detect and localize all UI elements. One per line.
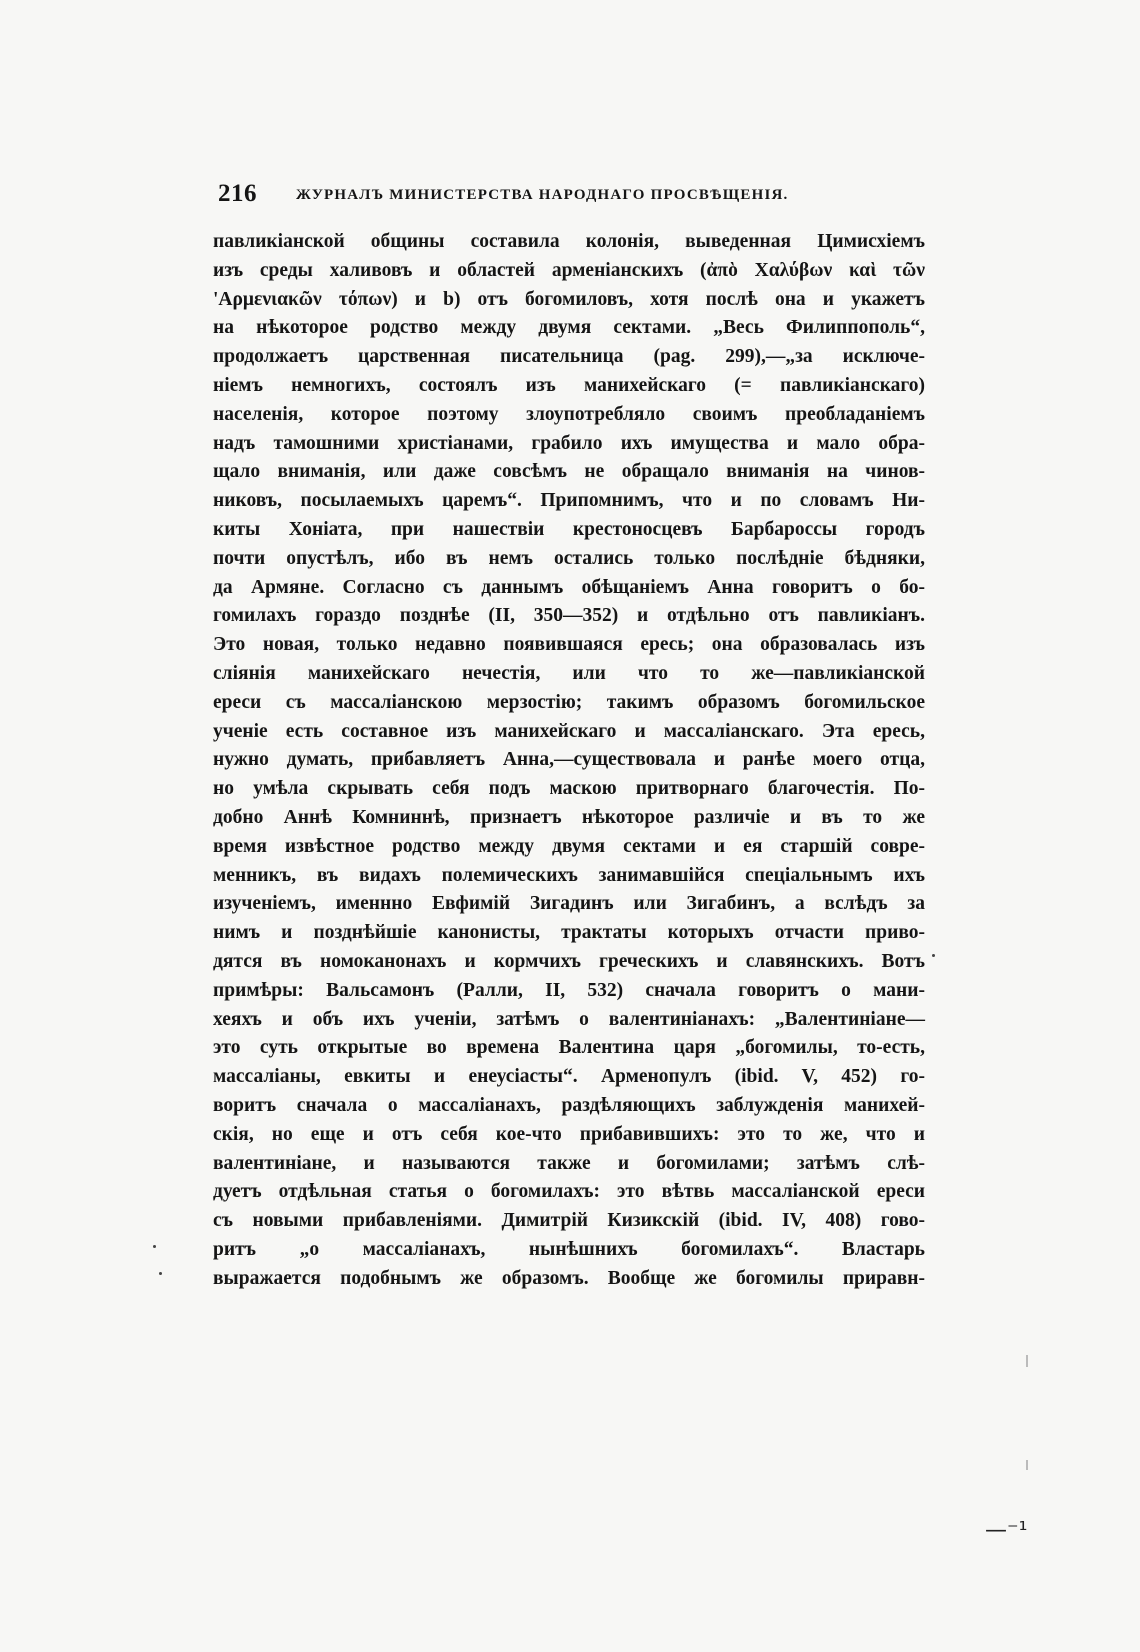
text-line: киты Хоніата, при нашествіи крестоносцевъ Барбароссы городъ — [213, 518, 925, 540]
text-line: съ новыми прибавленіями. Димитрій Кизикскій (ibid. IV, 408) гово- — [213, 1210, 925, 1232]
text-line: валентиніане, и называются также и богомилами; затѣмъ слѣ- — [213, 1152, 925, 1174]
text-line: на нѣкоторое родство между двумя сектами. „Весь Филиппополь“, — [213, 317, 925, 339]
text-line: да Армяне. Согласно съ даннымъ обѣщаніемъ Анна говоритъ о бо- — [213, 576, 925, 598]
text-line: но умѣла скрывать себя подъ маскою притворнаго благочестія. По- — [213, 778, 925, 800]
text-line: время извѣстное родство между двумя сектами и ея старшій совре- — [213, 835, 925, 857]
text-line: нужно думать, прибавляетъ Анна,—существовала и ранѣе моего отца, — [213, 749, 925, 771]
margin-speck — [153, 1245, 156, 1248]
text-line: массаліаны, евкиты и енеусіасты“. Арменопулъ (ibid. V, 452) го- — [213, 1066, 925, 1088]
text-line: воритъ сначала о массаліанахъ, раздѣляющихъ заблужденія манихей- — [213, 1094, 925, 1116]
text-line: слiянія манихейскаго нечестія, или что то же—павликіанской — [213, 662, 925, 684]
page-number: 216 — [218, 180, 257, 207]
text-line: изученіемъ, именнно Евфимій Зигадинъ или Зигабинъ, а вслѣдъ за — [213, 893, 925, 915]
running-head: ЖУРНАЛЪ МИНИСТЕРСТВА НАРОДНАГО ПРОСВѢЩЕНІЯ. — [296, 187, 789, 203]
text-line: Это новая, только недавно появившаяся ересь; она образовалась изъ — [213, 634, 925, 656]
text-line: ереси съ массаліанскою мерзостію; такимъ образомъ богомильское — [213, 691, 925, 713]
text-line: добно Аннѣ Комниннѣ, признаетъ нѣкоторое различіе и въ то же — [213, 806, 925, 828]
text-line: выражается подобнымъ же образомъ. Вообще же богомилы приравн- — [213, 1267, 925, 1289]
text-line: щало вниманія, или даже совсѣмъ не обращало вниманія на чинов- — [213, 461, 925, 483]
margin-tick — [1026, 1460, 1028, 1470]
text-line: надъ тамошними христіанами, грабило ихъ имущества и мало обра- — [213, 432, 925, 454]
text-line: никовъ, посылаемыхъ царемъ“. Припомнимъ, что и по словамъ Ни- — [213, 490, 925, 512]
text-line: дуетъ отдѣльная статья о богомилахъ: это вѣтвь массаліанской ереси — [213, 1181, 925, 1203]
text-line: дятся въ номоканонахъ и кормчихъ греческихъ и славянскихъ. Вотъ — [213, 950, 925, 972]
text-line: гомилахъ гораздо позднѣе (II, 350—352) и отдѣльно отъ павликіанъ. — [213, 605, 925, 627]
text-line: 'Αρμενιακῶν τόπων) и b) отъ богомиловъ, хотя послѣ она и укажетъ — [213, 288, 925, 310]
margin-speck — [159, 1272, 162, 1275]
margin-speck — [932, 954, 935, 957]
text-line: нимъ и позднѣйшіе канонисты, трактаты которыхъ отчасти приво- — [213, 922, 925, 944]
text-line: менникъ, въ видахъ полемическихъ занимавшійся спеціальнымъ ихъ — [213, 864, 925, 886]
text-line: скія, но еще и отъ себя кое-что прибавившихъ: это то же, что и — [213, 1123, 925, 1145]
text-line: ритъ „о массаліанахъ, нынѣшнихъ богомилахъ“. Властарь — [213, 1238, 925, 1260]
text-line: ученіе есть составное изъ манихейскаго и массаліанскаго. Эта ересь, — [213, 720, 925, 742]
margin-tick — [1026, 1355, 1028, 1367]
body-text — [213, 228, 925, 1293]
text-line: почти опустѣлъ, ибо въ немъ остались только послѣдніе бѣдняки, — [213, 547, 925, 569]
text-line: продолжаетъ царственная писательница (pag. 299),—„за исключе- — [213, 346, 925, 368]
text-line: павликіанской общины составила колонія, выведенная Цимисхіемъ — [213, 231, 925, 252]
text-line: хеяхъ и объ ихъ ученіи, затѣмъ о валентиніанахъ: „Валентиніане— — [213, 1008, 925, 1030]
scan-corner-mark: —⁻¹ — [985, 1518, 1028, 1543]
text-line: изъ среды халивовъ и областей арменіанскихъ (ἀπὸ Χαλύβων καὶ τῶν — [213, 259, 925, 281]
text-line: примѣры: Вальсамонъ (Ралли, II, 532) сначала говоритъ о мани- — [213, 979, 925, 1001]
page-header — [218, 180, 924, 210]
text-line: населенія, которое поэтому злоупотребляло своимъ преобладаніемъ — [213, 403, 925, 425]
text-line: ніемъ немногихъ, состоялъ изъ манихейскаго (= павликіанскаго) — [213, 374, 925, 396]
text-line: это суть открытые во времена Валентина царя „богомилы, то-есть, — [213, 1037, 925, 1059]
